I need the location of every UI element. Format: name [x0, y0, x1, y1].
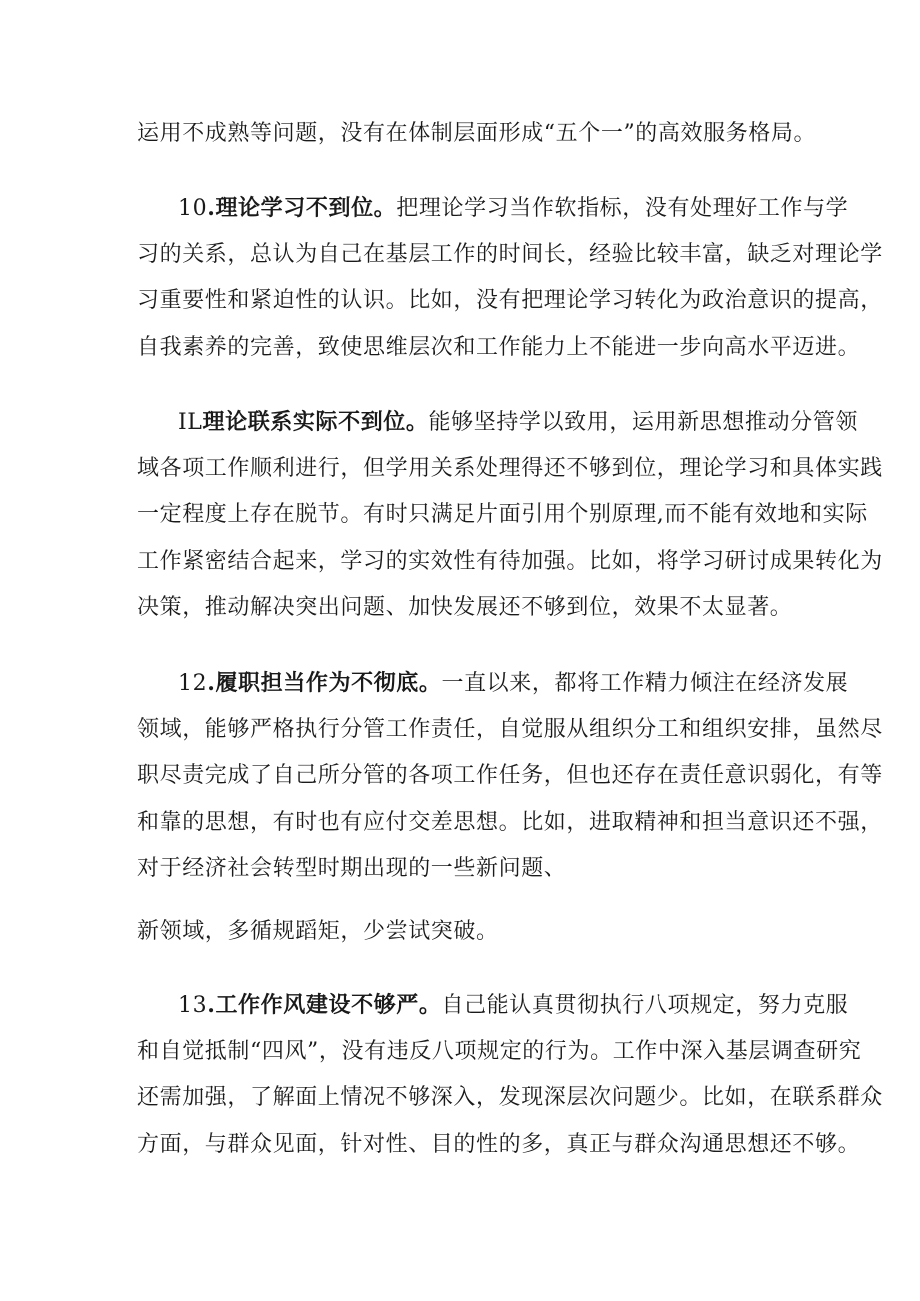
paragraph-line: 一定程度上存在脱节。有时只满足片面引用个别原理,而不能有效地和实际 [137, 502, 868, 527]
paragraph-line: 对于经济社会转型时期出现的一些新问题、 [137, 856, 567, 881]
paragraph-line: 职尽责完成了自己所分管的各项工作任务，但也还存在责任意识弱化，有等 [137, 763, 883, 788]
paragraph-heading-line [178, 668, 849, 699]
paragraph-line: 方面，与群众见面，针对性、目的性的多，真正与群众沟通思想还不够。 [137, 1132, 861, 1157]
paragraph-line: 决策，推动解决突出问题、加快发展还不够到位，效果不太显著。 [137, 595, 793, 620]
paragraph-line: 自我素养的完善，致使思维层次和工作能力上不能进一步向高水平迈进。 [137, 335, 861, 360]
paragraph-line: 习重要性和紧迫性的认识。比如，没有把理论学习转化为政治意识的提高， [137, 288, 883, 313]
item-text: 能够坚持学以致用，运用新思想推动分管领 [428, 410, 858, 435]
item-title: .工作作风建设不够严。 [207, 992, 442, 1018]
paragraph-line: 还需加强，了解面上情况不够深入，发现深层次问题少。比如，在联系群众 [137, 1085, 883, 1110]
paragraph-line: 域各项工作顺利进行，但学用关系处理得还不够到位，理论学习和具体实践 [137, 456, 883, 481]
paragraph-line: 习的关系，总认为自己在基层工作的时间长，经验比较丰富，缺乏对理论学 [137, 242, 883, 267]
paragraph-line: 运用不成熟等问题，没有在体制层面形成“五个一”的高效服务格局。 [137, 121, 817, 146]
item-title: 理论联系实际不到位。 [202, 409, 429, 435]
item-number: IL [178, 410, 203, 435]
paragraph-heading-line [178, 407, 858, 438]
item-number: 12 [178, 671, 208, 696]
paragraph-line: 和自觉抵制“四风”，没有违反八项规定的行为。工作中深入基层调查研究 [137, 1039, 862, 1064]
item-text: 自己能认真贯彻执行八项规定，努力克服 [441, 993, 849, 1018]
item-title: .理论学习不到位。 [207, 195, 397, 221]
item-number: 13 [178, 993, 208, 1018]
item-number: 10 [178, 196, 208, 221]
paragraph-line: 新领域，多循规蹈矩，少尝试突破。 [137, 919, 499, 944]
paragraph-line: 领域，能够严格执行分管工作责任，自觉服从组织分工和组织安排，虽然尽 [137, 717, 883, 742]
item-text: 把理论学习当作软指标，没有处理好工作与学 [396, 196, 849, 221]
item-title: .履职担当作为不彻底。 [207, 670, 442, 696]
paragraph-heading-line [178, 193, 849, 224]
item-text: 一直以来，都将工作精力倾注在经济发展 [441, 671, 849, 696]
paragraph-heading-line [178, 990, 849, 1021]
paragraph-line: 和靠的思想，有时也有应付交差思想。比如，进取精神和担当意识还不强， [137, 810, 883, 835]
paragraph-line: 工作紧密结合起来，学习的实效性有待加强。比如，将学习研讨成果转化为 [137, 549, 883, 574]
